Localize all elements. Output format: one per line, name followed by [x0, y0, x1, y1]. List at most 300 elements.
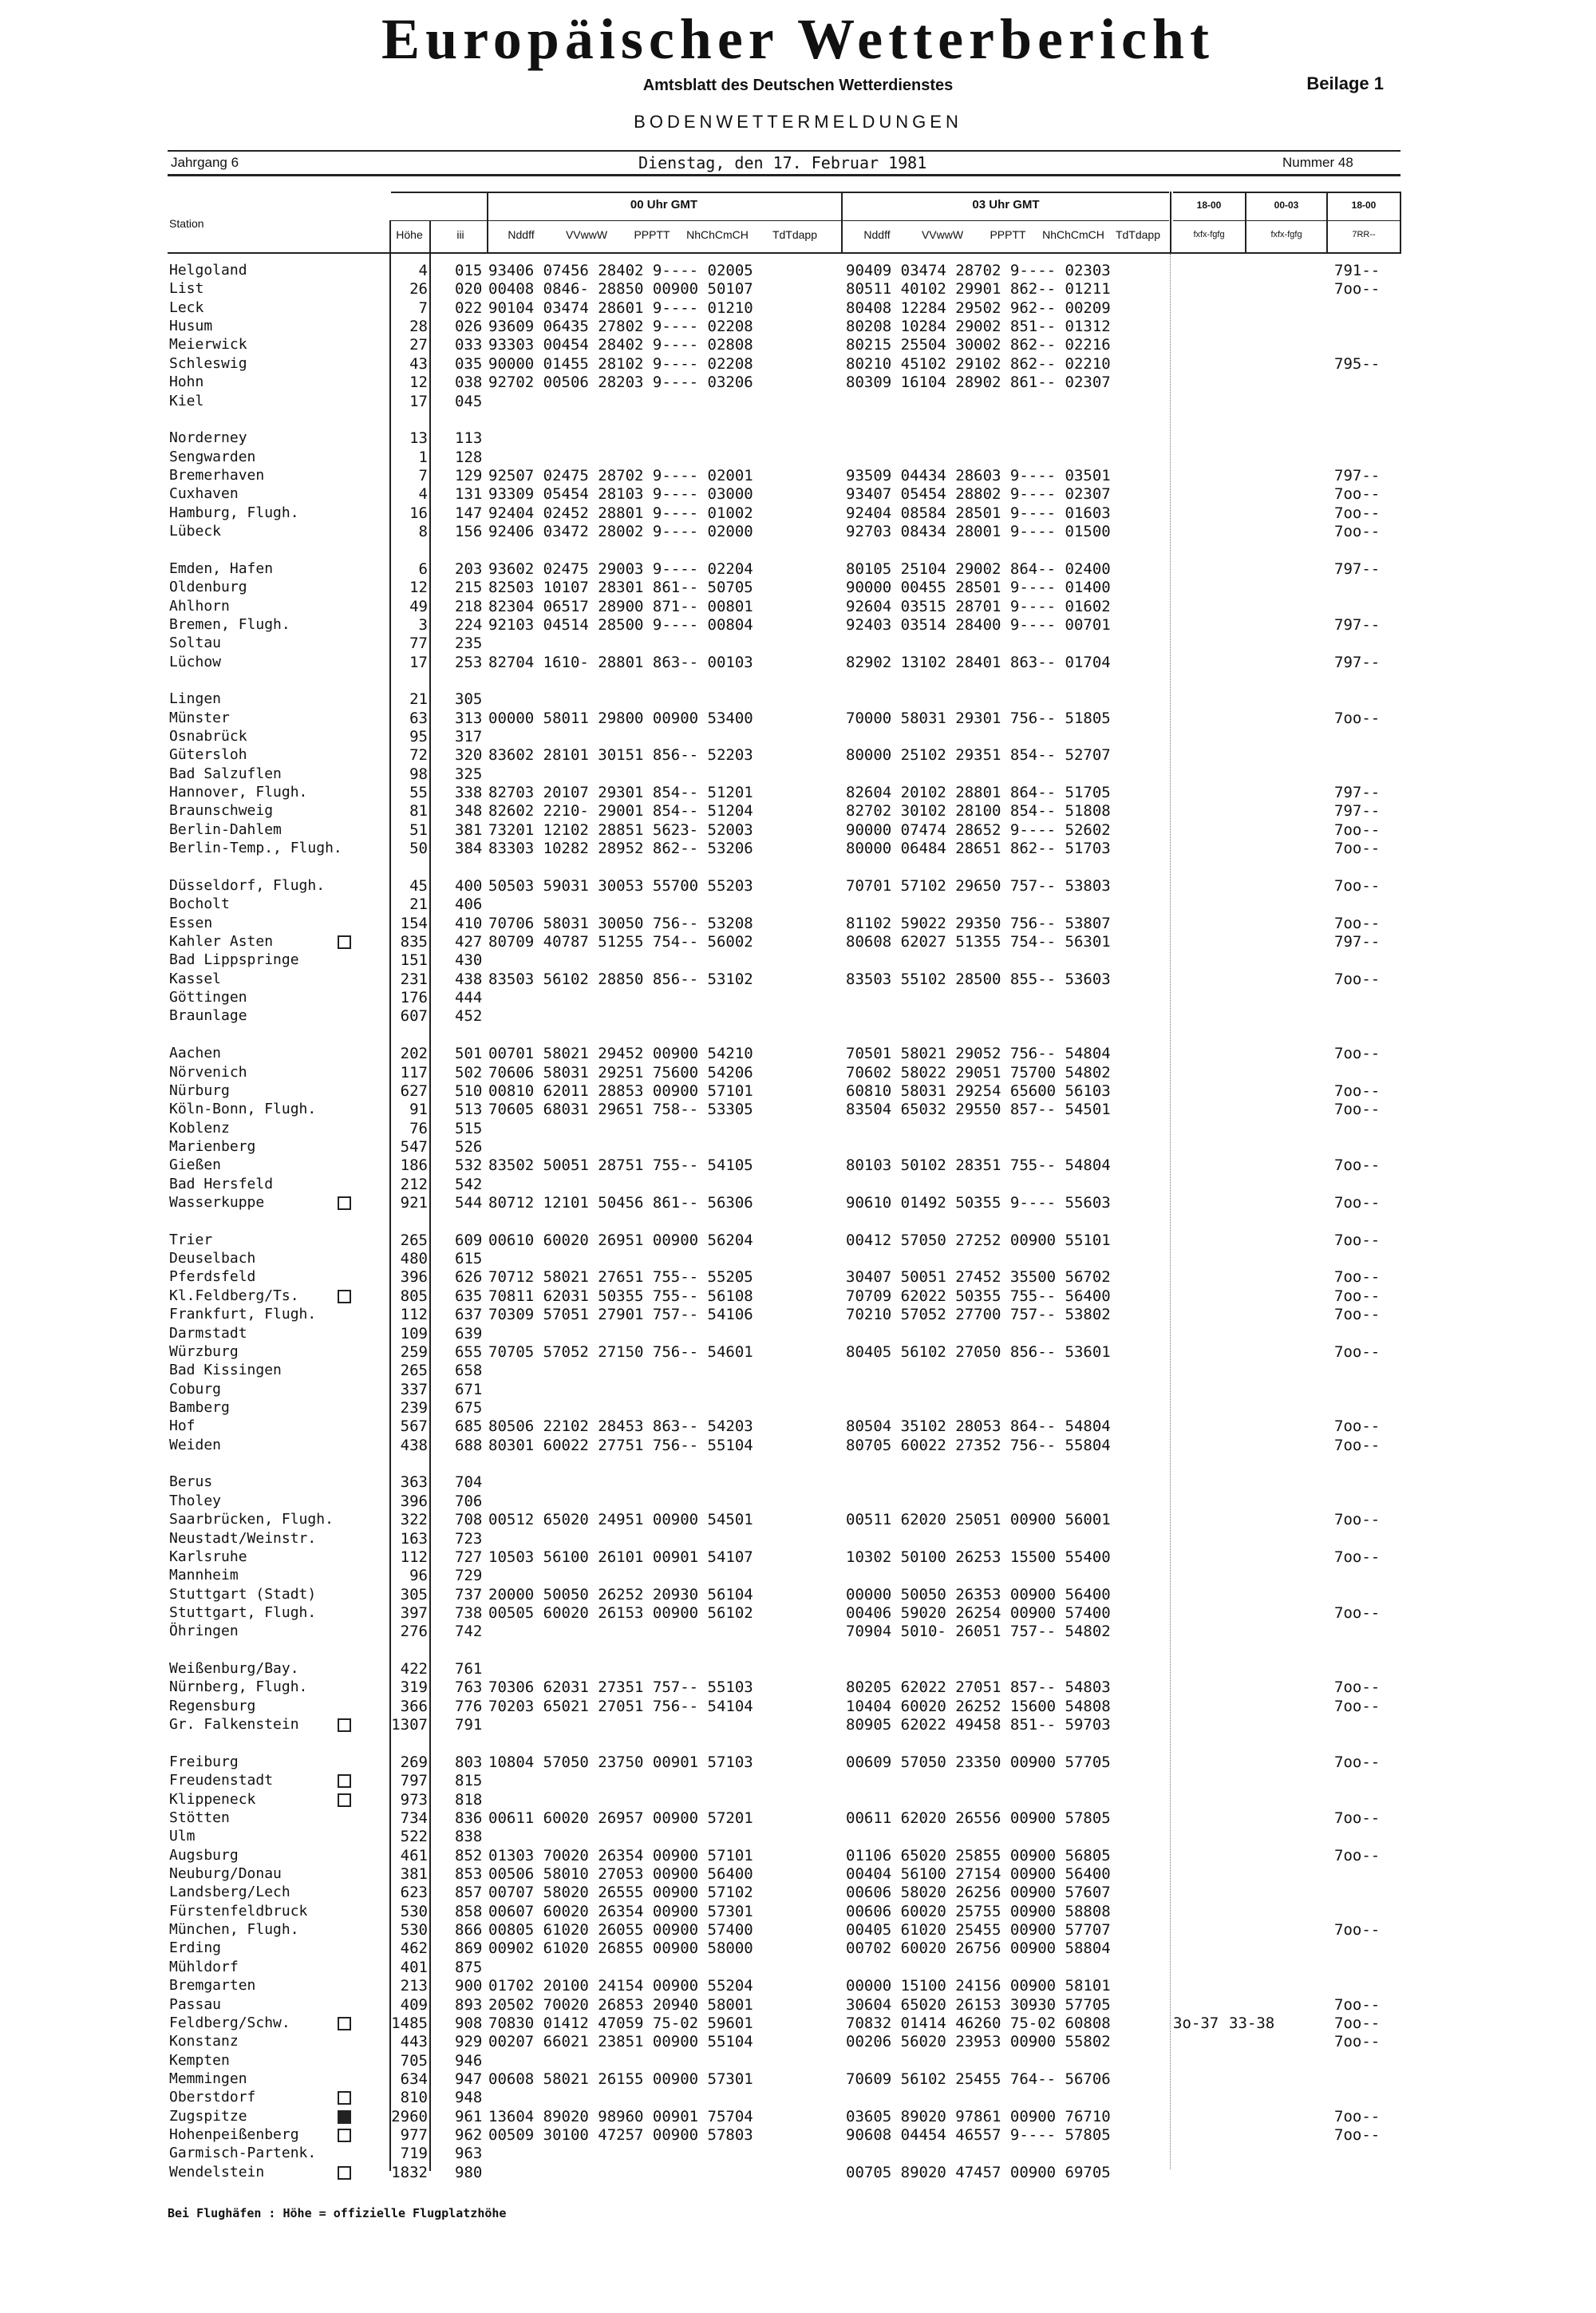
report-03-gmt: 90000 07474 28652 9---- 52602 [846, 820, 1111, 839]
table-row [0, 616, 1596, 635]
header-top-rule [391, 192, 1169, 193]
station-height: 81 [409, 802, 428, 820]
station-index: 685 [455, 1417, 483, 1436]
report-03-gmt: 00206 56020 23953 00900 55802 [846, 2033, 1111, 2051]
precip-group: 7oo-- [1334, 1045, 1381, 1063]
station-name: Bremen, Flugh. [169, 615, 290, 633]
precip-group: 7oo-- [1334, 840, 1381, 858]
report-00-gmt: 70605 68031 29651 758-- 53305 [488, 1101, 753, 1119]
station-name: Nörvenich [169, 1063, 247, 1081]
station-height: 50 [409, 840, 428, 858]
table-row [0, 1530, 1596, 1548]
report-00-gmt: 70705 57052 27150 756-- 54601 [488, 1342, 753, 1361]
footnote: Bei Flughäfen : Höhe = offizielle Flugplatzhöhe [168, 2206, 507, 2220]
report-00-gmt: 00505 60020 26153 00900 56102 [488, 1603, 753, 1622]
station-height: 176 [400, 989, 428, 1006]
station-name: Deuselbach [169, 1250, 256, 1267]
station-height: 27 [409, 336, 428, 354]
table-row [0, 1511, 1596, 1529]
report-03-gmt: 60810 58031 29254 65600 56103 [846, 1081, 1111, 1100]
station-height: 401 [400, 1958, 428, 1976]
station-index: 658 [455, 1362, 483, 1380]
report-03-gmt: 90409 03474 28702 9---- 02303 [846, 262, 1111, 279]
station-height: 363 [400, 1473, 428, 1492]
station-index: 929 [455, 2033, 483, 2051]
report-00-gmt: 82602 2210- 29001 854-- 51204 [488, 802, 753, 820]
station-name: Wendelstein [169, 2163, 265, 2181]
table-row [0, 1678, 1596, 1697]
table-row [0, 1698, 1596, 1716]
report-00-gmt: 80301 60022 27751 756-- 55104 [488, 1436, 753, 1454]
table-row [0, 1176, 1596, 1194]
report-03-gmt: 70210 57052 27700 757-- 53802 [846, 1306, 1111, 1324]
station-height: 810 [400, 2089, 428, 2107]
report-00-gmt: 70203 65021 27051 756-- 54104 [488, 1697, 753, 1715]
station-name: Braunschweig [169, 802, 274, 820]
station-height: 634 [400, 2070, 428, 2088]
station-height: 2960 [391, 2107, 428, 2125]
report-03-gmt: 00405 61020 25455 00900 57707 [846, 1921, 1111, 1939]
station-name: Ahlhorn [169, 597, 230, 615]
precip-group: 791-- [1334, 262, 1381, 279]
station-index: 502 [455, 1063, 483, 1081]
header-top-rule-right [1173, 192, 1401, 193]
report-00-gmt: 82704 1610- 28801 863-- 00103 [488, 653, 753, 671]
precip-group: 797-- [1334, 615, 1381, 634]
col-p3-sub: 7RR-- [1352, 230, 1376, 239]
table-row [0, 449, 1596, 467]
station-height: 76 [409, 1119, 428, 1137]
station-name: Regensburg [169, 1697, 256, 1714]
report-03-gmt: 70701 57102 29650 757-- 53803 [846, 876, 1111, 895]
station-index: 026 [455, 318, 483, 336]
precip-group: 7oo-- [1334, 1678, 1381, 1697]
col-03-nddff: Nddff [863, 228, 891, 241]
precip-group: 7oo-- [1334, 876, 1381, 895]
table-row [0, 2014, 1596, 2033]
precip-group: 7oo-- [1334, 709, 1381, 727]
station-name: Saarbrücken, Flugh. [169, 1511, 334, 1528]
station-index: 737 [455, 1585, 483, 1603]
col-iii: iii [456, 228, 464, 241]
station-height: 117 [400, 1063, 428, 1081]
station-index: 723 [455, 1529, 483, 1548]
station-name: Passau [169, 1995, 222, 2013]
table-row [0, 467, 1596, 485]
table-row [0, 299, 1596, 318]
station-name: Öhringen [169, 1623, 239, 1640]
station-height: 366 [400, 1697, 428, 1715]
station-height: 438 [400, 1436, 428, 1454]
report-00-gmt: 92507 02475 28702 9---- 02001 [488, 467, 753, 484]
station-name: Düsseldorf, Flugh. [169, 876, 326, 894]
report-00-gmt: 83503 56102 28850 856-- 53102 [488, 970, 753, 988]
table-row [0, 1156, 1596, 1175]
table-row [0, 504, 1596, 523]
station-name: Darmstadt [169, 1324, 247, 1342]
station-height: 202 [400, 1045, 428, 1063]
station-name: Freudenstadt [169, 1772, 274, 1789]
station-index: 815 [455, 1772, 483, 1790]
station-index: 038 [455, 374, 483, 392]
station-height: 835 [400, 933, 428, 951]
report-00-gmt: 00810 62011 28853 00900 57101 [488, 1081, 753, 1100]
col-p2: 00-03 [1274, 200, 1299, 211]
precip-group: 7oo-- [1334, 1306, 1381, 1324]
col-00-clouds: NhChCmCH [686, 228, 749, 241]
station-index: 147 [455, 504, 483, 522]
station-name: Neustadt/Weinstr. [169, 1529, 317, 1547]
table-row [0, 821, 1596, 840]
station-name: Frankfurt, Flugh. [169, 1306, 317, 1323]
station-index: 858 [455, 1902, 483, 1920]
station-name: München, Flugh. [169, 1921, 299, 1938]
station-index: 532 [455, 1156, 483, 1175]
station-index: 729 [455, 1567, 483, 1585]
station-index: 639 [455, 1324, 483, 1342]
report-00-gmt: 20000 50050 26252 20930 56104 [488, 1585, 753, 1603]
table-row [0, 318, 1596, 336]
station-height: 63 [409, 709, 428, 727]
table-row [0, 1120, 1596, 1138]
station-index: 655 [455, 1342, 483, 1361]
station-height: 26 [409, 280, 428, 299]
station-name: Cuxhaven [169, 485, 239, 503]
station-index: 033 [455, 336, 483, 354]
report-03-gmt: 82902 13102 28401 863-- 01704 [846, 653, 1111, 671]
station-name: Trier [169, 1231, 213, 1248]
station-name: Zugspitze [169, 2107, 247, 2125]
station-index: 609 [455, 1231, 483, 1249]
report-03-gmt: 00412 57050 27252 00900 55101 [846, 1231, 1111, 1249]
col-p2-sub: fxfx-fgfg [1270, 230, 1302, 239]
report-03-gmt: 80210 45102 29102 862-- 02210 [846, 354, 1111, 373]
station-height: 7 [418, 467, 428, 484]
report-03-gmt: 80309 16104 28902 861-- 02307 [846, 374, 1111, 392]
header-mid-rule [391, 220, 1169, 221]
report-00-gmt: 00611 60020 26957 00900 57201 [488, 1809, 753, 1827]
report-03-gmt: 00606 60020 25755 00900 58808 [846, 1902, 1111, 1920]
station-name: Köln-Bonn, Flugh. [169, 1101, 317, 1118]
precip-group: 7oo-- [1334, 1417, 1381, 1436]
table-row [0, 1828, 1596, 1846]
issue-date: Dienstag, den 17. Februar 1981 [638, 153, 927, 172]
station-index: 963 [455, 2145, 483, 2163]
station-index: 908 [455, 2014, 483, 2032]
report-00-gmt: 00608 58021 26155 00900 57301 [488, 2070, 753, 2088]
station-name: Soltau [169, 635, 222, 652]
precip-group: 7oo-- [1334, 1081, 1381, 1100]
station-height: 212 [400, 1175, 428, 1193]
station-name: Gießen [169, 1156, 222, 1174]
station-name: Stötten [169, 1809, 230, 1826]
station-name: Bocholt [169, 896, 230, 913]
table-row [0, 1287, 1596, 1306]
precip-group: 7oo-- [1334, 1846, 1381, 1864]
station-height: 3 [418, 615, 428, 634]
station-index: 338 [455, 784, 483, 802]
table-row [0, 1306, 1596, 1324]
station-height: 77 [409, 635, 428, 653]
table-row [0, 579, 1596, 597]
report-03-gmt: 80205 62022 27051 857-- 54803 [846, 1678, 1111, 1697]
report-03-gmt: 93407 05454 28802 9---- 02307 [846, 485, 1111, 504]
station-height: 186 [400, 1156, 428, 1175]
table-row [0, 971, 1596, 989]
station-index: 542 [455, 1175, 483, 1193]
table-row [0, 2089, 1596, 2107]
station-index: 438 [455, 970, 483, 988]
report-03-gmt: 83504 65032 29550 857-- 54501 [846, 1101, 1111, 1119]
station-index: 444 [455, 989, 483, 1006]
table-row [0, 1548, 1596, 1567]
station-height: 977 [400, 2126, 428, 2144]
report-03-gmt: 10404 60020 26252 15600 54808 [846, 1697, 1111, 1715]
station-index: 235 [455, 635, 483, 653]
rule-iii [487, 192, 488, 254]
report-00-gmt: 00408 0846- 28850 00900 50107 [488, 280, 753, 299]
table-row [0, 1437, 1596, 1455]
station-name: Stuttgart, Flugh. [169, 1603, 317, 1621]
report-03-gmt: 80705 60022 27352 756-- 55804 [846, 1436, 1111, 1454]
table-row [0, 1977, 1596, 1995]
station-name: Tholey [169, 1492, 222, 1509]
station-index: 708 [455, 1511, 483, 1529]
station-height: 112 [400, 1548, 428, 1566]
station-name: Leck [169, 299, 204, 316]
station-height: 805 [400, 1287, 428, 1305]
station-index: 348 [455, 802, 483, 820]
report-03-gmt: 90000 00455 28501 9---- 01400 [846, 579, 1111, 597]
report-03-gmt: 92604 03515 28701 9---- 01602 [846, 597, 1111, 615]
station-height: 623 [400, 1884, 428, 1902]
station-index: 113 [455, 429, 483, 448]
precip-group: 7oo-- [1334, 1548, 1381, 1566]
col-hoehe: Höhe [396, 228, 423, 241]
station-index: 305 [455, 690, 483, 709]
col-p3: 18-00 [1351, 200, 1377, 211]
table-row [0, 1362, 1596, 1380]
report-00-gmt: 00512 65020 24951 00900 54501 [488, 1511, 753, 1529]
station-index: 947 [455, 2070, 483, 2088]
station-height: 396 [400, 1268, 428, 1287]
report-00-gmt: 80709 40787 51255 754-- 56002 [488, 933, 753, 951]
station-name: List [169, 280, 204, 298]
table-row [0, 523, 1596, 541]
page-title: Europäischer Wetterbericht [381, 7, 1215, 71]
station-index: 961 [455, 2107, 483, 2125]
report-00-gmt: 70706 58031 30050 756-- 53208 [488, 914, 753, 932]
table-row [0, 1343, 1596, 1362]
table-row [0, 2052, 1596, 2070]
station-index: 406 [455, 896, 483, 914]
table-row [0, 598, 1596, 616]
report-00-gmt: 93309 05454 28103 9---- 03000 [488, 485, 753, 504]
station-name: Berlin-Temp., Flugh. [169, 840, 342, 857]
station-index: 671 [455, 1380, 483, 1398]
station-name: Weißenburg/Bay. [169, 1660, 299, 1677]
station-name: Hannover, Flugh. [169, 784, 308, 801]
precip-group: 7oo-- [1334, 820, 1381, 839]
station-name: Klippeneck [169, 1790, 256, 1808]
table-row [0, 1082, 1596, 1101]
station-name: Coburg [169, 1380, 222, 1398]
station-index: 022 [455, 299, 483, 317]
station-height: 797 [400, 1772, 428, 1790]
station-index: 869 [455, 1939, 483, 1958]
report-00-gmt: 10804 57050 23750 00901 57103 [488, 1753, 753, 1771]
station-height: 337 [400, 1380, 428, 1398]
header-mid-rule-right [1173, 220, 1401, 221]
report-03-gmt: 00404 56100 27154 00900 56400 [846, 1865, 1111, 1883]
station-index: 501 [455, 1045, 483, 1063]
station-name: Braunlage [169, 1007, 247, 1025]
table-row [0, 393, 1596, 411]
report-03-gmt: 00000 15100 24156 00900 58101 [846, 1977, 1111, 1995]
table-row [0, 1399, 1596, 1417]
station-height: 319 [400, 1678, 428, 1697]
table-row [0, 336, 1596, 354]
station-height: 443 [400, 2033, 428, 2051]
report-00-gmt: 01303 70020 26354 00900 57101 [488, 1846, 753, 1864]
table-row [0, 1959, 1596, 1977]
station-height: 91 [409, 1101, 428, 1119]
station-name: Ulm [169, 1828, 196, 1845]
station-height: 305 [400, 1585, 428, 1603]
station-name: Landsberg/Lech [169, 1884, 290, 1901]
report-00-gmt: 70712 58021 27651 755-- 55205 [488, 1268, 753, 1287]
station-height: 151 [400, 951, 428, 970]
table-row [0, 765, 1596, 784]
report-03-gmt: 90608 04454 46557 9---- 57805 [846, 2126, 1111, 2144]
report-03-gmt: 03605 89020 97861 00900 76710 [846, 2107, 1111, 2125]
table-row [0, 560, 1596, 579]
report-03-gmt: 93509 04434 28603 9---- 03501 [846, 467, 1111, 484]
station-name: Münster [169, 709, 230, 726]
report-00-gmt: 70830 01412 47059 75-02 59601 [488, 2014, 753, 2032]
table-row [0, 1064, 1596, 1082]
station-height: 12 [409, 579, 428, 597]
rule-p1 [1245, 192, 1246, 254]
report-00-gmt: 93602 02475 29003 9---- 02204 [488, 559, 753, 578]
station-index: 704 [455, 1473, 483, 1492]
station-index: 738 [455, 1603, 483, 1622]
station-name: Nürnberg, Flugh. [169, 1678, 308, 1696]
table-row [0, 485, 1596, 504]
table-row [0, 1903, 1596, 1921]
col-p1-sub: fxfx-fgfg [1193, 230, 1225, 239]
station-index: 763 [455, 1678, 483, 1697]
table-row [0, 1417, 1596, 1436]
report-03-gmt: 00609 57050 23350 00900 57705 [846, 1753, 1111, 1771]
table-row [0, 635, 1596, 653]
report-03-gmt: 00611 62020 26556 00900 57805 [846, 1809, 1111, 1827]
report-03-gmt: 81102 59022 29350 756-- 53807 [846, 914, 1111, 932]
station-index: 128 [455, 448, 483, 466]
report-03-gmt: 82604 20102 28801 864-- 51705 [846, 784, 1111, 802]
station-height: 4 [418, 262, 428, 279]
station-height: 381 [400, 1865, 428, 1883]
station-height: 17 [409, 653, 428, 671]
precip-group: 7oo-- [1334, 2033, 1381, 2051]
precip-group: 7oo-- [1334, 970, 1381, 988]
station-height: 422 [400, 1660, 428, 1678]
station-index: 615 [455, 1250, 483, 1268]
table-row [0, 1791, 1596, 1809]
station-height: 98 [409, 765, 428, 783]
station-index: 803 [455, 1753, 483, 1771]
station-height: 55 [409, 784, 428, 802]
report-00-gmt: 13604 89020 98960 00901 75704 [488, 2107, 753, 2125]
table-row [0, 1194, 1596, 1212]
report-03-gmt: 83503 55102 28500 855-- 53603 [846, 970, 1111, 988]
station-height: 921 [400, 1194, 428, 1212]
table-row [0, 728, 1596, 746]
station-name: Lüchow [169, 653, 222, 670]
table-row [0, 1809, 1596, 1828]
table-row [0, 1493, 1596, 1511]
station-index: 626 [455, 1268, 483, 1287]
report-00-gmt: 00805 61020 26055 00900 57400 [488, 1921, 753, 1939]
report-00-gmt: 70306 62031 27351 757-- 55103 [488, 1678, 753, 1697]
station-index: 637 [455, 1306, 483, 1324]
station-height: 1832 [391, 2163, 428, 2181]
rule-00 [841, 192, 843, 254]
rule-03 [1170, 192, 1171, 254]
station-index: 510 [455, 1081, 483, 1100]
report-03-gmt: 80608 62027 51355 754-- 56301 [846, 933, 1111, 951]
table-row [0, 1045, 1596, 1063]
station-name: Bamberg [169, 1399, 230, 1416]
station-index: 818 [455, 1790, 483, 1809]
table-row [0, 1325, 1596, 1343]
station-index: 776 [455, 1697, 483, 1715]
table-row [0, 951, 1596, 970]
table-row [0, 1381, 1596, 1399]
precip-group: 7oo-- [1334, 1287, 1381, 1305]
station-index: 635 [455, 1287, 483, 1305]
report-03-gmt: 92703 08434 28001 9---- 01500 [846, 523, 1111, 540]
report-00-gmt: 10503 56100 26101 00901 54107 [488, 1548, 753, 1566]
report-03-gmt: 80504 35102 28053 864-- 54804 [846, 1417, 1111, 1436]
station-name: Bremerhaven [169, 467, 265, 484]
report-03-gmt: 00406 59020 26254 00900 57400 [846, 1603, 1111, 1622]
table-row [0, 1567, 1596, 1585]
station-name: Bad Salzuflen [169, 765, 282, 782]
report-03-gmt: 70709 62022 50355 755-- 56400 [846, 1287, 1111, 1305]
station-name: Karlsruhe [169, 1548, 247, 1565]
precip-group: 7oo-- [1334, 1101, 1381, 1119]
station-index: 313 [455, 709, 483, 727]
station-height: 96 [409, 1567, 428, 1585]
station-name: Kassel [169, 970, 222, 987]
station-index: 452 [455, 1007, 483, 1026]
table-row [0, 1884, 1596, 1902]
station-name: Hof [169, 1417, 196, 1435]
station-name: Wasserkuppe [169, 1194, 265, 1211]
station-name: Lingen [169, 690, 222, 708]
precip-group: 797-- [1334, 559, 1381, 578]
report-03-gmt: 80408 12284 29502 962-- 00209 [846, 299, 1111, 317]
station-name: Aachen [169, 1045, 222, 1062]
station-name: Oberstdorf [169, 2089, 256, 2106]
report-00-gmt: 00607 60020 26354 00900 57301 [488, 1902, 753, 1920]
station-index: 035 [455, 354, 483, 373]
station-index: 156 [455, 523, 483, 540]
table-row [0, 2070, 1596, 2089]
station-height: 28 [409, 318, 428, 336]
table-row [0, 933, 1596, 951]
